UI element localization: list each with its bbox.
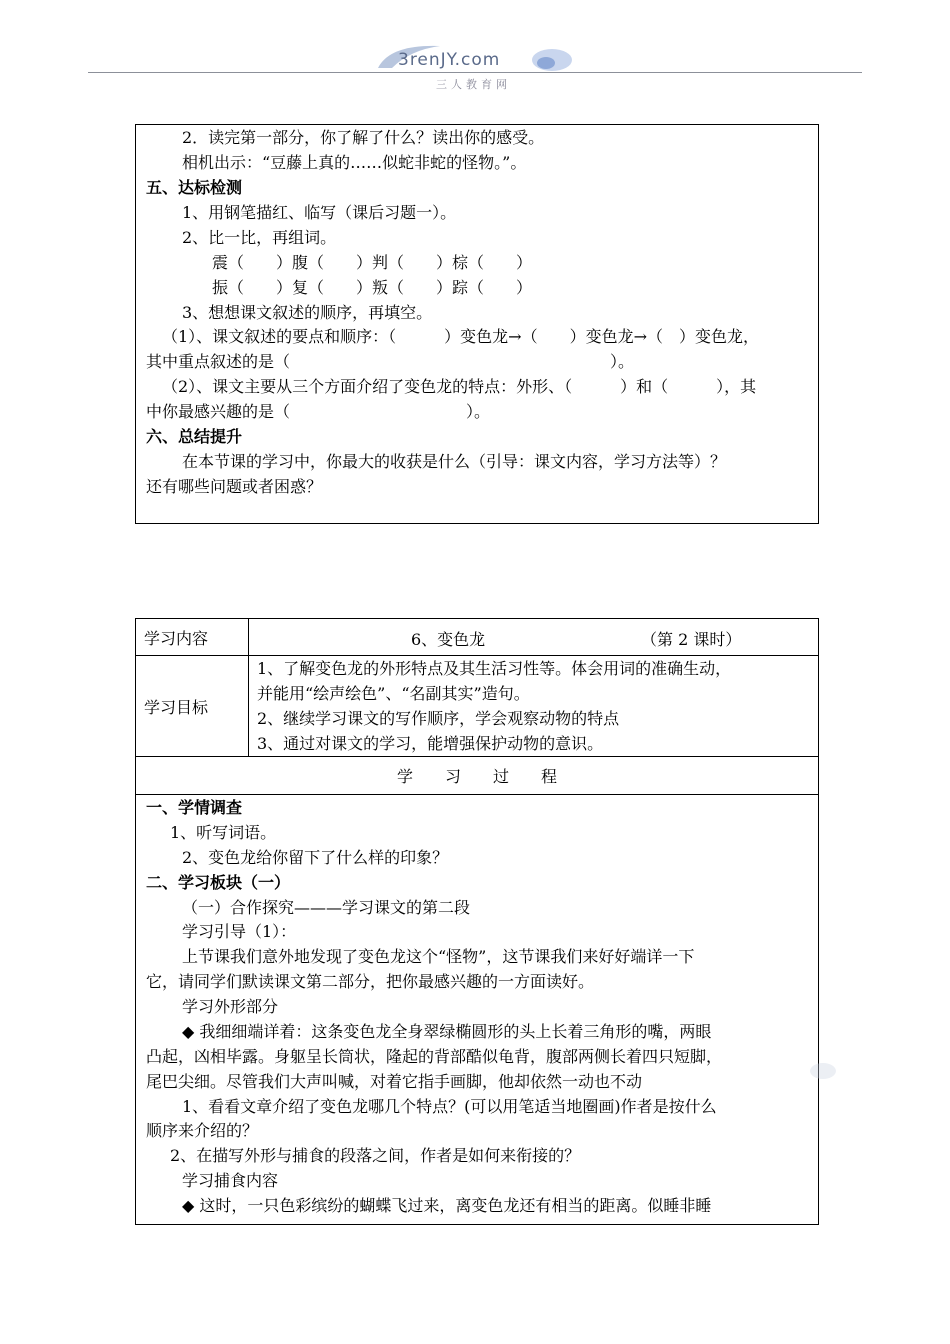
text-line: 震（ ）腹（ ）判（ ）棕（ ） bbox=[212, 253, 533, 272]
text-line: （一）合作探究———学习课文的第二段 bbox=[182, 898, 471, 917]
text-line: 还有哪些问题或者困惑？ bbox=[146, 477, 323, 496]
text-line: 1、听写词语。 bbox=[170, 823, 277, 842]
goal-line: 2、继续学习课文的写作顺序，学会观察动物的特点 bbox=[257, 709, 620, 728]
quote-line: ◆ 我细细端详着：这条变色龙全身翠绿椭圆形的头上长着三角形的嘴，两眼 bbox=[182, 1022, 712, 1041]
content-label-cell bbox=[136, 619, 249, 656]
text-line: 中你最感兴趣的是（ ）。 bbox=[146, 402, 491, 421]
content-title-cell bbox=[249, 619, 819, 656]
quote-line: 尾巴尖细。尽管我们大声叫喊，对着它指手画脚，他却依然一动也不动 bbox=[146, 1072, 643, 1091]
text-line: 它，请同学们默读课文第二部分，把你最感兴趣的一方面读好。 bbox=[146, 972, 595, 991]
text-line: 学习捕食内容 bbox=[182, 1171, 279, 1190]
logo-subtitle: 三人教育网 bbox=[436, 78, 511, 91]
goal-line: 并能用“绘声绘色”、“名副其实”造句。 bbox=[257, 684, 530, 703]
text-line: 学习引导（1）： bbox=[182, 922, 297, 941]
goals-label-cell bbox=[136, 656, 249, 757]
text-line: 2、在描写外形与捕食的段落之间，作者是如何来衔接的？ bbox=[170, 1146, 581, 1165]
text-line: 2、比一比，再组词。 bbox=[182, 228, 337, 247]
content-label: 学习内容 bbox=[144, 628, 209, 648]
text-line: 顺序来介绍的？ bbox=[146, 1121, 259, 1140]
quote-line: 凸起，凶相毕露。身躯呈长筒状，隆起的背部酷似龟背，腹部两侧长着四只短脚， bbox=[146, 1047, 723, 1066]
text-line: 1、用钢笔描红、临写（课后习题一）。 bbox=[182, 203, 457, 222]
process-heading-cell bbox=[136, 757, 819, 795]
text-line: 2、变色龙给你留下了什么样的印象？ bbox=[182, 848, 449, 867]
text-line: 学习外形部分 bbox=[182, 997, 279, 1016]
section-heading: 二、学习板块（一） bbox=[146, 873, 291, 892]
text-line: （1）、课文叙述的要点和顺序：（ ）变色龙→（ ）变色龙→（ ）变色龙， bbox=[162, 327, 759, 346]
text-line: 上节课我们意外地发现了变色龙这个“怪物”，这节课我们来好好端详一下 bbox=[182, 947, 695, 966]
goal-line: 3、通过对课文的学习，能增强保护动物的意识。 bbox=[257, 734, 604, 753]
lesson-period: （第 2 课时） bbox=[641, 630, 742, 649]
text-line: 其中重点叙述的是（ ）。 bbox=[146, 352, 635, 371]
goal-line: 1、了解变色龙的外形特点及其生活习性等。体会用词的准确生动， bbox=[257, 659, 732, 678]
lesson-title: 6、变色龙 bbox=[411, 630, 486, 649]
section-heading: 六、总结提升 bbox=[146, 427, 243, 446]
site-logo bbox=[370, 40, 580, 100]
goals-label: 学习目标 bbox=[144, 697, 209, 717]
text-line: 振（ ）复（ ）叛（ ）踪（ ） bbox=[212, 278, 533, 297]
section-heading: 一、学情调查 bbox=[146, 798, 243, 817]
text-line: 相机出示：“豆藤上真的……似蛇非蛇的怪物。”。 bbox=[182, 153, 527, 172]
text-line: 1、看看文章介绍了变色龙哪几个特点？(可以用笔适当地圈画)作者是按什么 bbox=[182, 1097, 717, 1116]
text-line: 2．读完第一部分，你了解了什么？读出你的感受。 bbox=[182, 128, 545, 147]
process-heading: 学 习 过 程 bbox=[396, 767, 557, 786]
goals-cell bbox=[249, 656, 819, 757]
section-heading: 五、达标检测 bbox=[146, 178, 243, 197]
logo-text: 3renJY.com bbox=[398, 50, 501, 70]
text-line: （2）、课文主要从三个方面介绍了变色龙的特点：外形、（ ）和（ ），其 bbox=[162, 377, 757, 396]
text-line: 3、想想课文叙述的顺序，再填空。 bbox=[182, 303, 433, 322]
text-line: 在本节课的学习中，你最大的收获是什么（引导：课文内容，学习方法等）？ bbox=[182, 452, 727, 471]
watermark-icon bbox=[808, 1060, 838, 1082]
quote-line: ◆ 这时，一只色彩缤纷的蝴蝶飞过来，离变色龙还有相当的距离。似睡非睡 bbox=[182, 1196, 712, 1215]
header-divider bbox=[88, 72, 862, 73]
